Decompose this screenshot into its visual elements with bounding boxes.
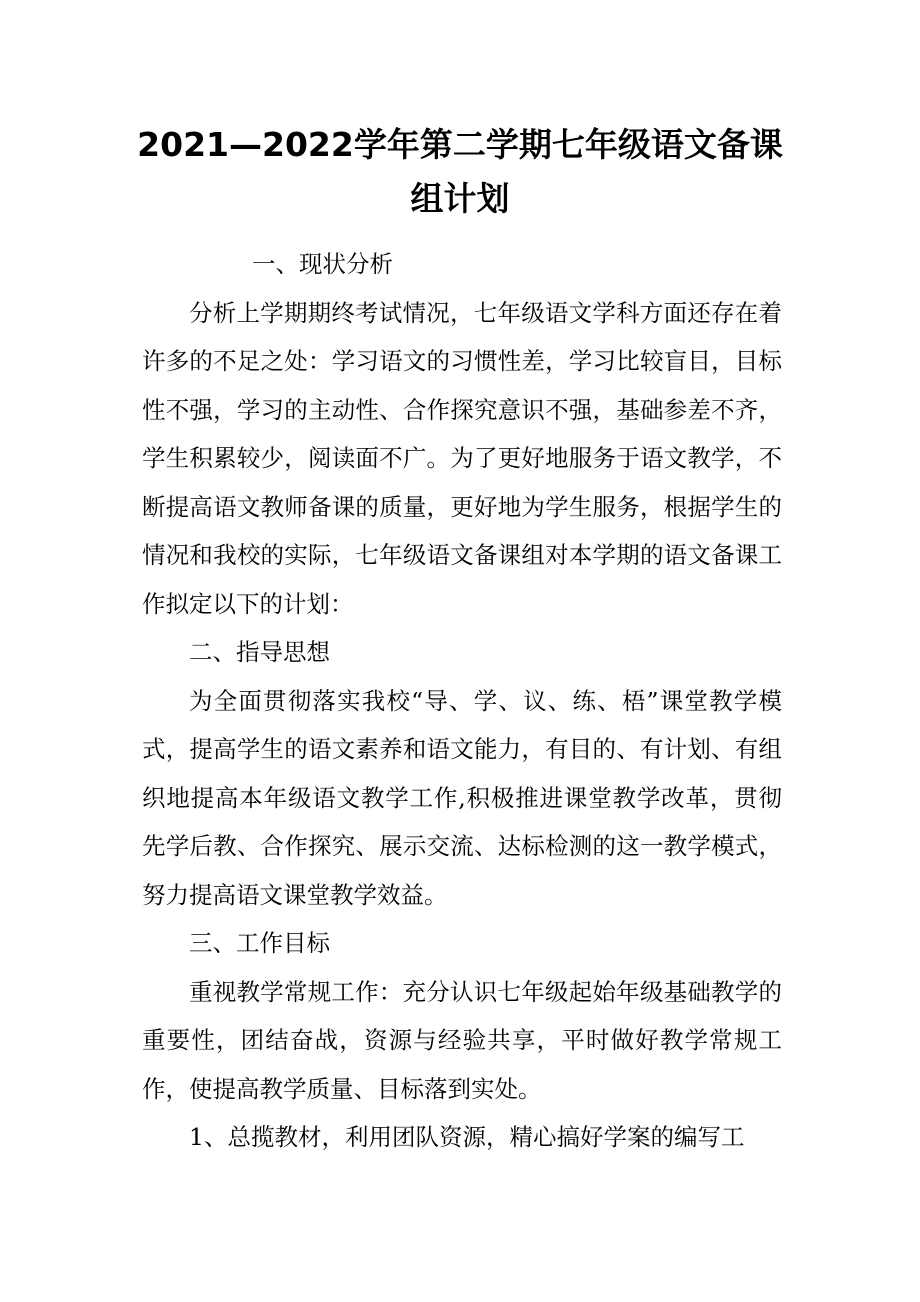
section-heading-work-goals: 三、工作目标 [189, 929, 330, 957]
section-heading-situation-analysis: 一、现状分析 [252, 250, 393, 278]
section-heading-guiding-ideology: 二、指导思想 [189, 638, 330, 666]
paragraph-situation-analysis: 分析上学期期终考试情况，七年级语文学科方面还存在着许多的不足之处：学习语文的习惯性差，学习比较盲目，目标性不强，学习的主动性、合作探究意识不强，基础参差不齐，学生积累较少，阅读面不广。为了更好地服务于语文教学，不断提高语文教师备课的质量，更好地为学生服务，根据学生的情况和我校的实际，七年级语文备课组对本学期的语文备课工作拟定以下的计划： [142, 298, 782, 618]
paragraph-work-goals: 重视教学常规工作：充分认识七年级起始年级基础教学的重要性，团结奋战，资源与经验共享，平时做好教学常规工作，使提高教学质量、目标落到实处。 [142, 977, 782, 1103]
title-line-1: 2021—2022学年第二学期七年级语文备课 [137, 125, 783, 164]
paragraph-work-goals-item-1: 1、总揽教材，利用团队资源，精心搞好学案的编写工 [189, 1123, 745, 1151]
paragraph-guiding-ideology: 为全面贯彻落实我校“导、学、议、练、梧”课堂教学模式，提高学生的语文素养和语文能力，有目的、有计划、有组织地提高本年级语文教学工作,积极推进课堂教学改革，贯彻先学后教、合作探究、展示交流、达标检测的这一教学模式，努力提高语文课堂教学效益。 [142, 686, 782, 909]
title-line-2: 组计划 [410, 179, 510, 218]
document-body [142, 240, 782, 1162]
document-title [120, 118, 800, 226]
